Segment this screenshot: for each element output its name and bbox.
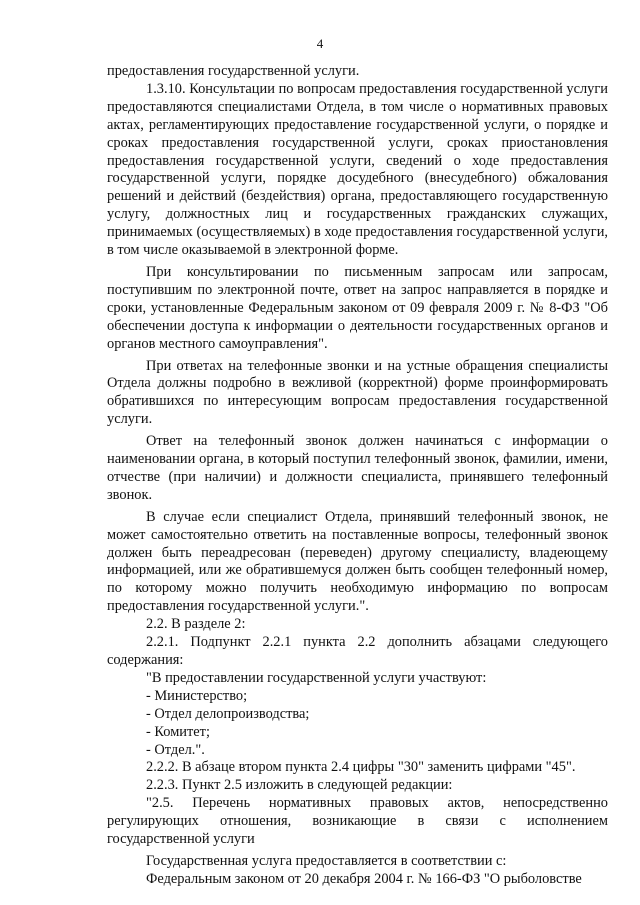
- page-number: 4: [316, 36, 324, 51]
- paragraph: Государственная услуга предоставляется в соответствии с:: [146, 852, 507, 869]
- paragraph: - Комитет;: [146, 723, 210, 740]
- paragraph: В случае если специалист Отдела, принявший телефонный звонок, не может самостоятельно ответить на поставленные вопросы, телефонный звонок должен быть переадресован (переведен) другому специалисту, владеющему информацией, или же обратившемуся должен быть сообщен телефонный номер, по которому можно получить необходимую информацию по вопросам предоставления государственной услуги.".: [107, 508, 608, 615]
- paragraph: Ответ на телефонный звонок должен начинаться с информации о наименовании органа, в который поступил телефонный звонок, фамилии, имени, отчестве (при наличии) и должности специалиста, принявшего телефонный звонок.: [107, 433, 608, 503]
- document-body: [107, 63, 608, 889]
- paragraph: 2.2.1. Подпункт 2.2.1 пункта 2.2 дополнить абзацами следующего содержания:: [107, 634, 608, 668]
- paragraph: "В предоставлении государственной услуги участвуют:: [146, 669, 487, 686]
- paragraph: - Отдел делопроизводства;: [146, 705, 310, 722]
- paragraph: предоставления государственной услуги.: [107, 63, 360, 79]
- paragraph: 1.3.10. Консультации по вопросам предоставления государственной услуги предоставляются специалистами Отдела, в том числе о нормативных правовых актах, регламентирующих предоставление государственной услуги, о порядке и сроках предоставления государственной услуги, сроках приостановления предоставления государственной услуги, сведений о ходе предоставления государственной услуги, порядке досудебного (внесудебного) обжалования решений и действий (бездействия) органа, предоставляющего государственную услугу, должностных лиц и государственных гражданских служащих, принимаемых (осуществляемых) в ходе предоставления государственной услуги, в том числе оказываемой в электронной форме.: [107, 80, 608, 259]
- paragraph: - Министерство;: [146, 687, 248, 704]
- paragraph: 2.2. В разделе 2:: [146, 616, 246, 633]
- paragraph: 2.2.3. Пункт 2.5 изложить в следующей редакции:: [146, 777, 453, 794]
- paragraph: - Отдел.".: [146, 741, 205, 758]
- paragraph: 2.2.2. В абзаце втором пункта 2.4 цифры "30" заменить цифрами "45".: [146, 759, 576, 776]
- paragraph: При ответах на телефонные звонки и на устные обращения специалисты Отдела должны подробно в вежливой (корректной) форме проинформировать обратившихся по интересующим вопросам предоставления государственной услуги.: [107, 357, 608, 428]
- paragraph: "2.5. Перечень нормативных правовых актов, непосредственно регулирующих отношения, возникающие в связи с исполнением государственной услуги: [107, 795, 608, 848]
- paragraph: Федеральным законом от 20 декабря 2004 г. № 166-ФЗ "О рыболовстве: [146, 870, 582, 887]
- paragraph: При консультировании по письменным запросам или запросам, поступившим по электронной почте, ответ на запрос направляется в порядке и сроки, установленные Федеральным законом от 09 февраля 2009 г. № 8-ФЗ "Об обеспечении доступа к информации о деятельности государственных органов и органов местного самоуправления".: [107, 263, 608, 352]
